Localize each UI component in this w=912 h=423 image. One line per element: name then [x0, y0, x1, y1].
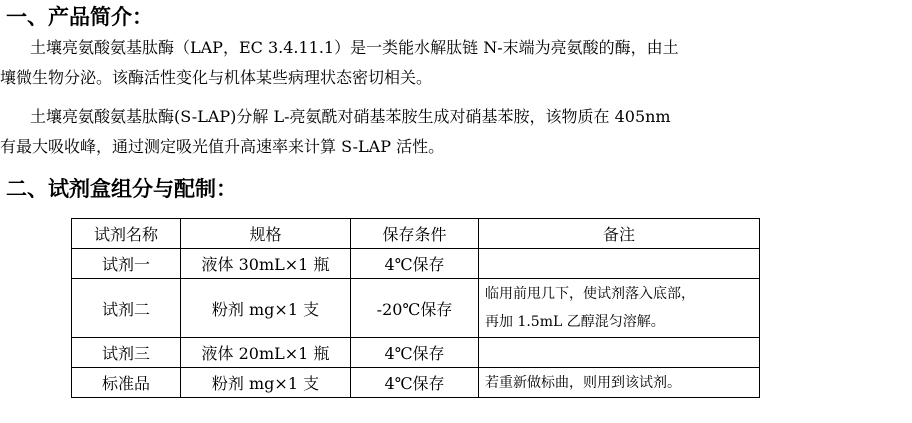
reagent-name-cell: 试剂二: [72, 279, 181, 338]
intro-paragraph-2: [0, 102, 892, 162]
note-line: 再加 1.5mL 乙醇混匀溶解。: [485, 314, 665, 330]
header-cell: 规格: [181, 219, 351, 249]
note-cell: [479, 338, 760, 368]
note-cell: [479, 249, 760, 279]
header-cell: 备注: [479, 219, 760, 249]
paragraph-line: 壤微生物分泌。该酶活性变化与机体某些病理状态密切相关。: [0, 68, 433, 87]
header-cell: 保存条件: [351, 219, 479, 249]
spec-cell: 液体 30mL×1 瓶: [181, 249, 351, 279]
paragraph-line: 土壤亮氨酸氨基肽酶（LAP，EC 3.4.11.1）是一类能水解肽链 N-末端为亮氨酸的酶，由土: [30, 38, 679, 57]
paragraph-line: 土壤亮氨酸氨基肽酶(S-LAP)分解 L-亮氨酰对硝基苯胺生成对硝基苯胺，该物质在 405nm: [30, 107, 671, 126]
storage-cell: 4℃保存: [351, 368, 479, 398]
reagent-name-cell: 试剂一: [72, 249, 181, 279]
spec-cell: 粉剂 mg×1 支: [181, 368, 351, 398]
spec-cell: 液体 20mL×1 瓶: [181, 338, 351, 368]
storage-cell: 4℃保存: [351, 249, 479, 279]
storage-cell: -20℃保存: [351, 279, 479, 338]
storage-cell: 4℃保存: [351, 338, 479, 368]
reagent-table: [71, 218, 760, 398]
spec-cell: 粉剂 mg×1 支: [181, 279, 351, 338]
note-cell: 若重新做标曲，则用到该试剂。: [479, 368, 760, 398]
table-row: [72, 279, 760, 338]
intro-paragraph-1: [0, 33, 892, 93]
paragraph-line: 有最大吸收峰，通过测定吸光值升高速率来计算 S-LAP 活性。: [0, 137, 445, 156]
note-cell: [479, 279, 760, 338]
section-heading-kit-components: 二、试剂盒组分与配制：: [6, 177, 237, 201]
reagent-name-cell: 试剂三: [72, 338, 181, 368]
note-line: 临用前甩几下，使试剂落入底部，: [485, 286, 695, 302]
table-row: [72, 368, 760, 398]
reagent-name-cell: 标准品: [72, 368, 181, 398]
table-row: [72, 338, 760, 368]
header-cell: 试剂名称: [72, 219, 181, 249]
table-header-row: [72, 219, 760, 249]
section-heading-intro: 一、产品简介：: [6, 5, 153, 29]
table-row: [72, 249, 760, 279]
